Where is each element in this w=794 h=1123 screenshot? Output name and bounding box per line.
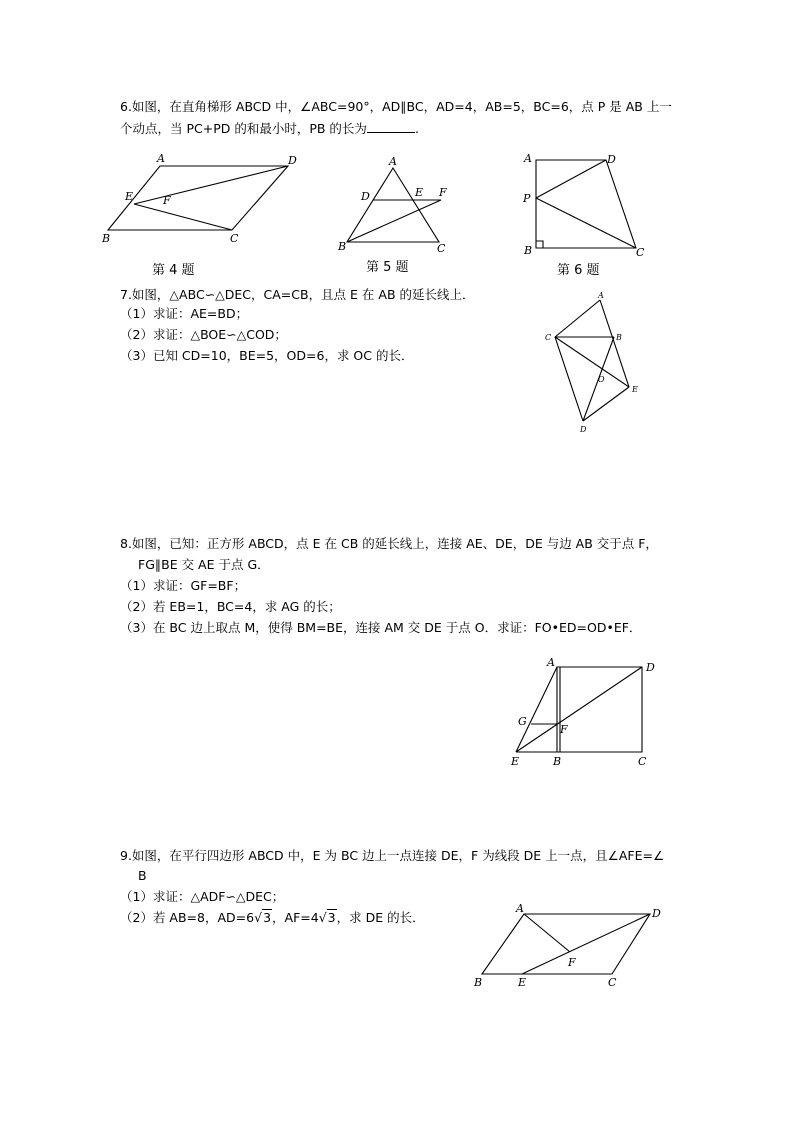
q6-line2-text: 个动点，当 PC+PD 的和最小时，PB 的长为: [120, 121, 367, 136]
q8-line2: FG∥BE 交 AE 于点 G．: [138, 557, 270, 572]
fig5-label-F: F: [439, 186, 447, 199]
q6-end: .: [414, 121, 419, 136]
caption-fig6: 第 6 题: [557, 263, 600, 278]
fig4-line-EC: [134, 204, 232, 230]
figure-9: [470, 900, 670, 995]
fig4-label-C: C: [230, 232, 239, 245]
fig5-label-D: D: [361, 190, 370, 203]
fig7-label-B: B: [616, 333, 622, 342]
fig8-label-D: D: [646, 661, 655, 674]
fig9-label-F: F: [568, 956, 576, 969]
fig4-label-F: F: [163, 194, 171, 207]
fig6-trapezoid: [536, 160, 636, 248]
fig8-label-B: B: [553, 755, 562, 768]
fig7-label-C: C: [545, 333, 552, 342]
fig4-parallelogram: [108, 166, 288, 230]
fig7-line-DE: [583, 387, 629, 421]
fig4-label-E: E: [125, 190, 134, 203]
sqrt-symbol: √: [318, 910, 327, 925]
fig8-label-G: G: [518, 715, 527, 728]
fig6-right-angle-mark: [536, 241, 543, 248]
fig6-label-C: C: [636, 246, 645, 259]
fig7-line-CD: [555, 337, 583, 421]
sqrt-radicand: 3: [263, 910, 272, 925]
fig5-label-E: E: [415, 186, 424, 199]
q8-part1: （1）求证：GF=BF；: [120, 578, 247, 593]
fig7-label-O: O: [598, 375, 605, 384]
q9-line2: B: [138, 868, 147, 883]
figure-7: [540, 290, 650, 435]
fig7-label-A: A: [598, 291, 604, 300]
fig8-label-C: C: [638, 755, 647, 768]
figure-5: [335, 152, 455, 255]
sqrt-symbol: √: [254, 910, 263, 925]
q8-part2: （2）若 EB=1，BC=4，求 AG 的长；: [120, 599, 341, 614]
q8-line1: 8.如图，已知：正方形 ABCD，点 E 在 CB 的延长线上，连接 AE、DE，DE 与边 AB 交于点 F，: [120, 536, 658, 551]
fig5-label-A: A: [389, 155, 397, 168]
fig9-line-AF: [524, 914, 570, 952]
q6-line1: 6.如图，在直角梯形 ABCD 中，∠ABC=90°，AD∥BC，AD=4，AB=5，BC=6，点 P 是 AB 上一: [120, 99, 672, 114]
q8-part3: （3）在 BC 边上取点 M，使得 BM=BE，连接 AM 交 DE 于点 O．求证：FO•ED=OD•EF．: [120, 620, 642, 635]
fig6-label-A: A: [524, 152, 532, 165]
fig8-label-F: F: [560, 723, 568, 736]
fig5-label-C: C: [437, 242, 446, 255]
caption-fig4: 第 4 题: [152, 263, 195, 278]
fig7-line-CE: [555, 337, 629, 387]
fig8-line-EA: [516, 667, 557, 752]
fig7-label-E: E: [632, 385, 638, 394]
figure-6: [518, 150, 658, 260]
fig4-label-B: B: [102, 232, 111, 245]
q9-part1: （1）求证：△ADF∽△DEC；: [120, 889, 285, 904]
q7-part2: （2）求证：△BOE∽△COD；: [120, 327, 287, 342]
fig4-line-ED: [134, 166, 288, 204]
sqrt-3-a: [254, 909, 272, 927]
q7-part3: （3）已知 CD=10，BE=5，OD=6，求 OC 的长．: [120, 348, 414, 363]
fig6-label-P: P: [523, 192, 531, 205]
caption-fig5: 第 5 题: [366, 260, 409, 275]
q6-line2: [120, 120, 419, 138]
fig6-label-D: D: [607, 153, 616, 166]
sqrt-3-b: [319, 909, 337, 927]
answer-blank[interactable]: [367, 120, 415, 133]
fig8-line-ED: [516, 667, 642, 752]
fig6-label-B: B: [524, 244, 533, 257]
fig6-line-PD: [536, 160, 606, 198]
fig8-label-E: E: [511, 755, 520, 768]
q9-line1: 9.如图，在平行四边形 ABCD 中，E 为 BC 边上一点连接 DE，F 为线段 DE 上一点，且∠AFE=∠: [120, 848, 665, 863]
fig9-label-D: D: [652, 907, 661, 920]
fig5-label-B: B: [338, 240, 347, 253]
fig9-parallelogram: [482, 914, 650, 974]
q7-line1: 7.如图，△ABC∽△DEC，CA=CB，且点 E 在 AB 的延长线上．: [120, 287, 475, 302]
q9-part2-c: ，求 DE 的长．: [336, 910, 425, 925]
figure-4: [100, 152, 300, 252]
q9-part2-a: （2）若 AB=8，AD=6: [120, 910, 255, 925]
fig7-line-AE: [600, 300, 629, 387]
fig9-label-E: E: [518, 976, 527, 989]
fig5-triangle: [347, 168, 439, 242]
fig4-label-A: A: [157, 152, 165, 165]
fig9-label-A: A: [516, 902, 524, 915]
fig7-line-CA: [555, 300, 600, 337]
fig8-square: [557, 667, 642, 752]
fig8-label-A: A: [547, 656, 555, 669]
fig7-label-D: D: [580, 425, 587, 434]
fig9-label-B: B: [474, 976, 483, 989]
sqrt-radicand: 3: [327, 910, 336, 925]
fig4-label-D: D: [288, 154, 297, 167]
fig5-line-BF: [347, 200, 441, 242]
q9-part2-b: ，AF=4: [272, 910, 319, 925]
q7-part1: （1）求证：AE=BD；: [120, 306, 249, 321]
fig9-label-C: C: [608, 976, 617, 989]
q9-part2: [120, 909, 425, 927]
figure-8: [505, 655, 665, 770]
